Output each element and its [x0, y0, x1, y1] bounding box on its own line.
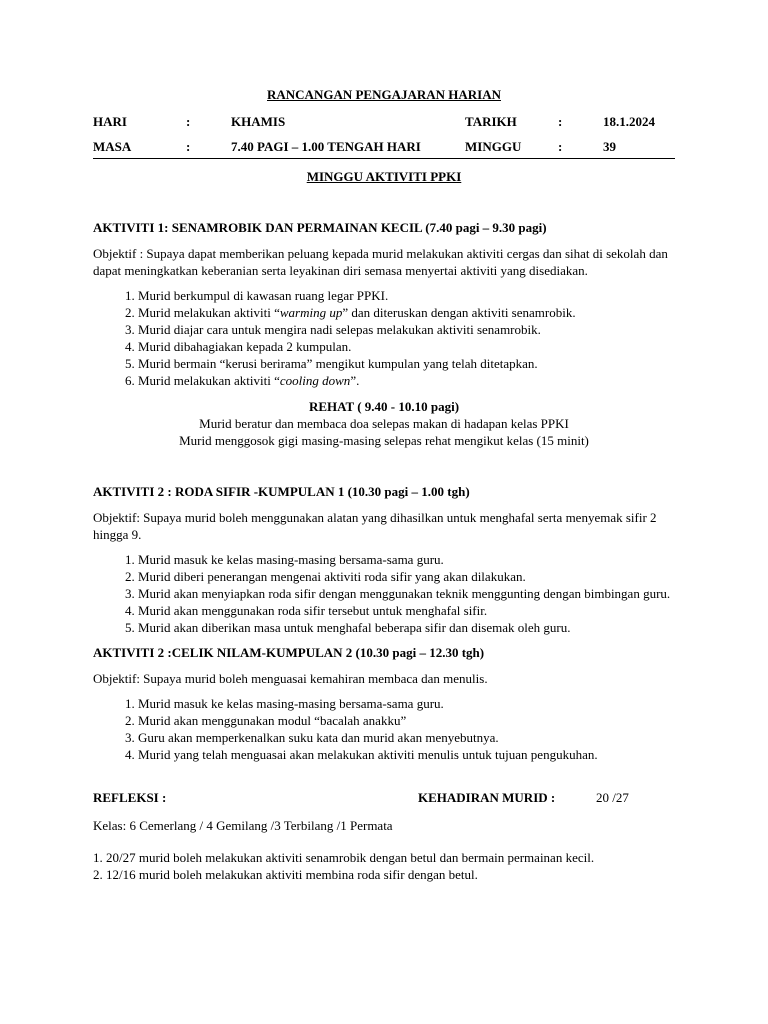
rehat-line1: Murid beratur dan membaca doa selepas makan di hadapan kelas PPKI [199, 416, 569, 431]
header-row-masa [93, 138, 675, 157]
list-item: 1. Murid masuk ke kelas masing-masing bersama-sama guru. [138, 695, 675, 712]
hari-value: KHAMIS [231, 114, 286, 129]
activity1-heading: AKTIVITI 1: SENAMROBIK DAN PERMAINAN KECIL (7.40 pagi – 9.30 pagi) [93, 220, 547, 235]
header-row-hari [93, 113, 675, 132]
subtitle: MINGGU AKTIVITI PPKI [306, 169, 462, 184]
list-item [138, 304, 675, 321]
lesson-plan-document [93, 86, 675, 883]
masa-label: MASA [93, 139, 132, 154]
list-item: 2. Murid akan menggunakan modul “bacalah anakku” [138, 712, 675, 729]
list-item-text: Murid melakukan aktiviti “ [138, 373, 280, 388]
activity1-steps [93, 287, 675, 389]
header-divider [93, 158, 675, 159]
list-item: 3. Murid diajar cara untuk mengira nadi selepas melakukan aktiviti senamrobik. [138, 321, 675, 338]
activity2a-steps [93, 551, 675, 636]
list-item: 5. Murid akan diberikan masa untuk menghafal beberapa sifir dan disemak oleh guru. [138, 619, 675, 636]
activity2b-heading: AKTIVITI 2 :CELIK NILAM-KUMPULAN 2 (10.30 pagi – 12.30 tgh) [93, 645, 485, 660]
rehat-line2: Murid menggosok gigi masing-masing selepas rehat mengikut kelas (15 minit) [179, 433, 589, 448]
list-item: 4. Murid dibahagiakan kepada 2 kumpulan. [138, 338, 675, 355]
hari-label: HARI [93, 114, 127, 129]
list-item: 1. Murid berkumpul di kawasan ruang legar PPKI. [138, 287, 675, 304]
colon: : [186, 114, 191, 129]
list-item: 3. Guru akan memperkenalkan suku kata dan murid akan menyebutnya. [138, 729, 675, 746]
activity2a-objective: Objektif: Supaya murid boleh menggunakan alatan yang dihasilkan untuk menghafal serta menyemak sifir 2 hingga 9. [93, 510, 657, 542]
activity1-objective: Objektif : Supaya dapat memberikan peluang kepada murid melakukan aktiviti cergas dan sihat di sekolah dan dapat meningkatkan keberanian serta leyakinan diri semasa menyertai aktiviti yang disediakan. [93, 246, 668, 278]
document-title: RANCANGAN PENGAJARAN HARIAN [267, 87, 501, 102]
activity2b-objective: Objektif: Supaya murid boleh menguasai kemahiran membaca dan menulis. [93, 671, 488, 686]
colon: : [186, 139, 191, 154]
kehadiran-value: 20 /27 [596, 790, 629, 805]
colon: : [558, 139, 563, 154]
list-item: 1. Murid masuk ke kelas masing-masing bersama-sama guru. [138, 551, 675, 568]
refleksi-row [93, 789, 675, 806]
list-item-text: ”. [350, 373, 360, 388]
list-item-text: ” dan diteruskan dengan aktiviti senamrobik. [342, 305, 576, 320]
list-item: 2. 12/16 murid boleh melakukan aktiviti membina roda sifir dengan betul. [93, 867, 478, 882]
list-item: 4. Murid yang telah menguasai akan melakukan aktiviti menulis untuk tujuan pengukuhan. [138, 746, 675, 763]
list-item-emphasis: warming up [279, 305, 343, 320]
minggu-value: 39 [603, 139, 616, 154]
list-item-text: Murid melakukan aktiviti “ [138, 305, 280, 320]
list-item: 3. Murid akan menyiapkan roda sifir dengan menggunakan teknik menggunting dengan bimbingan guru. [138, 585, 675, 602]
masa-value: 7.40 PAGI – 1.00 TENGAH HARI [231, 139, 421, 154]
list-item: 4. Murid akan menggunakan roda sifir tersebut untuk menghafal sifir. [138, 602, 675, 619]
list-item: 1. 20/27 murid boleh melakukan aktiviti senamrobik dengan betul dan bermain permainan kecil. [93, 850, 595, 865]
tarikh-value: 18.1.2024 [603, 114, 655, 129]
kelas-breakdown: Kelas: 6 Cemerlang / 4 Gemilang /3 Terbilang /1 Permata [93, 818, 393, 833]
activity2b-steps [93, 695, 675, 763]
list-item-emphasis: cooling down [279, 373, 351, 388]
list-item [138, 372, 675, 389]
kehadiran-label: KEHADIRAN MURID : [418, 790, 556, 805]
list-item: 2. Murid diberi penerangan mengenai aktiviti roda sifir yang akan dilakukan. [138, 568, 675, 585]
colon: : [558, 114, 563, 129]
refleksi-label: REFLEKSI : [93, 790, 167, 805]
refleksi-notes [93, 849, 675, 883]
tarikh-label: TARIKH [465, 114, 517, 129]
minggu-label: MINGGU [465, 139, 522, 154]
rehat-heading: REHAT ( 9.40 - 10.10 pagi) [308, 399, 460, 414]
activity2a-heading: AKTIVITI 2 : RODA SIFIR -KUMPULAN 1 (10.30 pagi – 1.00 tgh) [93, 484, 470, 499]
list-item: 5. Murid bermain “kerusi berirama” mengikut kumpulan yang telah ditetapkan. [138, 355, 675, 372]
